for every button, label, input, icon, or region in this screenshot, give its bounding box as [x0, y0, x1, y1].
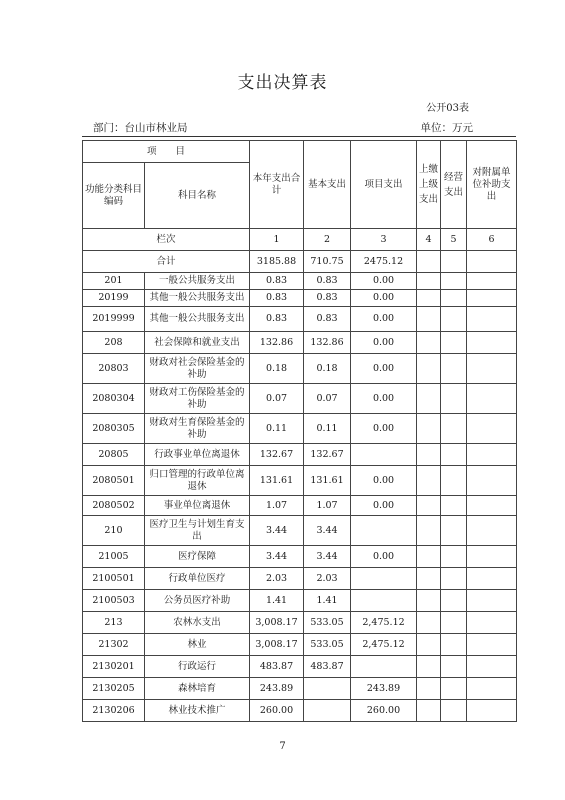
table-row: [83, 568, 517, 590]
row-upper-pay: [417, 590, 441, 612]
row-business: [441, 656, 467, 678]
row-subsidiary: [467, 634, 517, 656]
total-row-project: 2475.12: [351, 251, 417, 273]
row-code: 20199: [83, 290, 145, 307]
table-row: [83, 444, 517, 466]
row-subsidiary: [467, 414, 517, 444]
row-business: [441, 634, 467, 656]
total-row-business: [441, 251, 467, 273]
row-subject-name: 其他一般公共服务支出: [145, 307, 250, 332]
row-project: [351, 444, 417, 466]
row-business: [441, 384, 467, 414]
row-total: 0.83: [250, 273, 304, 290]
row-business: [441, 590, 467, 612]
table-row: [83, 384, 517, 414]
row-total: 3,008.17: [250, 612, 304, 634]
row-basic: 1.07: [304, 496, 351, 516]
row-total: 1.41: [250, 590, 304, 612]
table-row: [83, 354, 517, 384]
header-project: 项目支出: [351, 141, 417, 229]
row-upper-pay: [417, 354, 441, 384]
row-project: [351, 590, 417, 612]
table-row: [83, 546, 517, 568]
row-subject-name: 林业技术推广: [145, 700, 250, 722]
unit-label: 单位：万元: [420, 122, 473, 134]
row-project: 0.00: [351, 546, 417, 568]
row-subject-name: 财政对生育保险基金的补助: [145, 414, 250, 444]
row-code: 2130205: [83, 678, 145, 700]
row-subject-name: 林业: [145, 634, 250, 656]
department-label: 部门：台山市林业局: [93, 122, 188, 134]
table-row: [83, 656, 517, 678]
row-upper-pay: [417, 612, 441, 634]
table-row: [83, 612, 517, 634]
row-basic: 0.18: [304, 354, 351, 384]
row-basic: 0.83: [304, 307, 351, 332]
row-project: 243.89: [351, 678, 417, 700]
row-project: 0.00: [351, 354, 417, 384]
row-upper-pay: [417, 516, 441, 546]
row-basic: [304, 700, 351, 722]
row-subsidiary: [467, 568, 517, 590]
table-row: [83, 307, 517, 332]
row-business: [441, 290, 467, 307]
table-row: [83, 678, 517, 700]
row-basic: 3.44: [304, 516, 351, 546]
row-project: 0.00: [351, 307, 417, 332]
row-subsidiary: [467, 332, 517, 354]
row-project: 0.00: [351, 496, 417, 516]
row-subject-name: 行政事业单位离退休: [145, 444, 250, 466]
row-total: 132.67: [250, 444, 304, 466]
row-project: [351, 516, 417, 546]
row-basic: [304, 678, 351, 700]
row-subsidiary: [467, 612, 517, 634]
row-subsidiary: [467, 384, 517, 414]
row-total: 3.44: [250, 546, 304, 568]
row-subject-name: 农林水支出: [145, 612, 250, 634]
row-business: [441, 612, 467, 634]
row-business: [441, 307, 467, 332]
col-index-1: 1: [250, 229, 304, 251]
row-upper-pay: [417, 307, 441, 332]
row-basic: 1.41: [304, 590, 351, 612]
page-number: 7: [279, 741, 286, 752]
row-project: 0.00: [351, 273, 417, 290]
row-code: 20803: [83, 354, 145, 384]
row-business: [441, 444, 467, 466]
row-project: 260.00: [351, 700, 417, 722]
row-basic: 132.86: [304, 332, 351, 354]
table-row: [83, 700, 517, 722]
row-subsidiary: [467, 496, 517, 516]
row-business: [441, 414, 467, 444]
row-code: 2130201: [83, 656, 145, 678]
total-row-basic: 710.75: [304, 251, 351, 273]
row-subsidiary: [467, 290, 517, 307]
row-total: 2.03: [250, 568, 304, 590]
col-index-5: 5: [441, 229, 467, 251]
row-upper-pay: [417, 414, 441, 444]
table-row: [83, 466, 517, 496]
table-row: [83, 290, 517, 307]
row-subject-name: 事业单位离退休: [145, 496, 250, 516]
row-upper-pay: [417, 656, 441, 678]
row-code: 2080304: [83, 384, 145, 414]
row-subject-name: 归口管理的行政单位离退休: [145, 466, 250, 496]
row-basic: 483.87: [304, 656, 351, 678]
row-business: [441, 273, 467, 290]
table-row: [83, 496, 517, 516]
row-business: [441, 496, 467, 516]
row-upper-pay: [417, 546, 441, 568]
row-subject-name: 社会保障和就业支出: [145, 332, 250, 354]
col-index-6: 6: [467, 229, 517, 251]
row-business: [441, 516, 467, 546]
row-subject-name: 森林培育: [145, 678, 250, 700]
row-project: 0.00: [351, 384, 417, 414]
col-index-label: 栏次: [83, 229, 250, 251]
row-subject-name: 财政对工伤保险基金的补助: [145, 384, 250, 414]
row-upper-pay: [417, 444, 441, 466]
row-subsidiary: [467, 678, 517, 700]
row-code: 201: [83, 273, 145, 290]
row-business: [441, 354, 467, 384]
row-total: 243.89: [250, 678, 304, 700]
row-code: 2019999: [83, 307, 145, 332]
row-upper-pay: [417, 290, 441, 307]
table-row: [83, 273, 517, 290]
row-code: 2100501: [83, 568, 145, 590]
total-row-subsidiary: [467, 251, 517, 273]
row-basic: 2.03: [304, 568, 351, 590]
row-business: [441, 700, 467, 722]
row-code: 213: [83, 612, 145, 634]
header-func-code: 功能分类科目编码: [83, 163, 145, 229]
row-subject-name: 医疗卫生与计划生育支出: [145, 516, 250, 546]
row-total: 0.18: [250, 354, 304, 384]
row-subsidiary: [467, 516, 517, 546]
row-basic: 533.05: [304, 612, 351, 634]
row-project: 0.00: [351, 332, 417, 354]
row-basic: 131.61: [304, 466, 351, 496]
row-project: 2,475.12: [351, 634, 417, 656]
header-item: 项 目: [83, 141, 250, 163]
row-upper-pay: [417, 568, 441, 590]
row-code: 2080501: [83, 466, 145, 496]
row-business: [441, 466, 467, 496]
header-business: 经营支出: [441, 141, 467, 229]
form-number: 公开03表: [426, 103, 469, 114]
row-total: 1.07: [250, 496, 304, 516]
total-row-upper: [417, 251, 441, 273]
col-index-4: 4: [417, 229, 441, 251]
table-row: [83, 516, 517, 546]
row-project: 0.00: [351, 414, 417, 444]
row-total: 483.87: [250, 656, 304, 678]
row-basic: 0.11: [304, 414, 351, 444]
row-subsidiary: [467, 466, 517, 496]
row-code: 21302: [83, 634, 145, 656]
row-code: 2080305: [83, 414, 145, 444]
row-subject-name: 行政单位医疗: [145, 568, 250, 590]
row-total: 260.00: [250, 700, 304, 722]
header-subsidiary: 对附属单位补助支出: [467, 141, 517, 229]
header-total: 本年支出合计: [250, 141, 304, 229]
row-code: 21005: [83, 546, 145, 568]
row-total: 0.83: [250, 290, 304, 307]
row-total: 131.61: [250, 466, 304, 496]
row-subsidiary: [467, 546, 517, 568]
row-basic: 0.83: [304, 273, 351, 290]
table-row: [83, 332, 517, 354]
row-subsidiary: [467, 354, 517, 384]
row-code: 20805: [83, 444, 145, 466]
row-subsidiary: [467, 656, 517, 678]
row-upper-pay: [417, 466, 441, 496]
row-subsidiary: [467, 307, 517, 332]
col-index-3: 3: [351, 229, 417, 251]
row-subject-name: 其他一般公共服务支出: [145, 290, 250, 307]
row-business: [441, 568, 467, 590]
row-subject-name: 一般公共服务支出: [145, 273, 250, 290]
row-project: 0.00: [351, 466, 417, 496]
row-upper-pay: [417, 634, 441, 656]
row-subsidiary: [467, 700, 517, 722]
row-code: 210: [83, 516, 145, 546]
header-rule: [82, 136, 516, 137]
row-subject-name: 财政对社会保险基金的补助: [145, 354, 250, 384]
row-total: 3.44: [250, 516, 304, 546]
row-subsidiary: [467, 444, 517, 466]
table-row: [83, 634, 517, 656]
row-upper-pay: [417, 496, 441, 516]
row-project: 2,475.12: [351, 612, 417, 634]
row-subject-name: 行政运行: [145, 656, 250, 678]
expenditure-table: [82, 140, 517, 722]
header-subject-name: 科目名称: [145, 163, 250, 229]
row-total: 0.83: [250, 307, 304, 332]
table-row: [83, 414, 517, 444]
row-basic: 533.05: [304, 634, 351, 656]
row-basic: 0.07: [304, 384, 351, 414]
row-upper-pay: [417, 273, 441, 290]
row-subsidiary: [467, 590, 517, 612]
table-row: [83, 590, 517, 612]
row-upper-pay: [417, 332, 441, 354]
row-business: [441, 546, 467, 568]
col-index-2: 2: [304, 229, 351, 251]
row-project: [351, 568, 417, 590]
row-subject-name: 公务员医疗补助: [145, 590, 250, 612]
row-upper-pay: [417, 700, 441, 722]
row-upper-pay: [417, 384, 441, 414]
row-upper-pay: [417, 678, 441, 700]
row-basic: 3.44: [304, 546, 351, 568]
document-title: 支出决算表: [237, 73, 328, 93]
row-total: 0.07: [250, 384, 304, 414]
header-upper-pay: 上缴上级支出: [417, 141, 441, 229]
header-basic: 基本支出: [304, 141, 351, 229]
total-row-label: 合计: [83, 251, 250, 273]
row-basic: 0.83: [304, 290, 351, 307]
row-code: 2080502: [83, 496, 145, 516]
row-project: 0.00: [351, 290, 417, 307]
row-code: 208: [83, 332, 145, 354]
row-total: 0.11: [250, 414, 304, 444]
row-business: [441, 332, 467, 354]
row-total: 132.86: [250, 332, 304, 354]
row-total: 3,008.17: [250, 634, 304, 656]
row-subsidiary: [467, 273, 517, 290]
row-basic: 132.67: [304, 444, 351, 466]
row-project: [351, 656, 417, 678]
row-business: [441, 678, 467, 700]
row-subject-name: 医疗保障: [145, 546, 250, 568]
row-code: 2100503: [83, 590, 145, 612]
total-row-total: 3185.88: [250, 251, 304, 273]
row-code: 2130206: [83, 700, 145, 722]
